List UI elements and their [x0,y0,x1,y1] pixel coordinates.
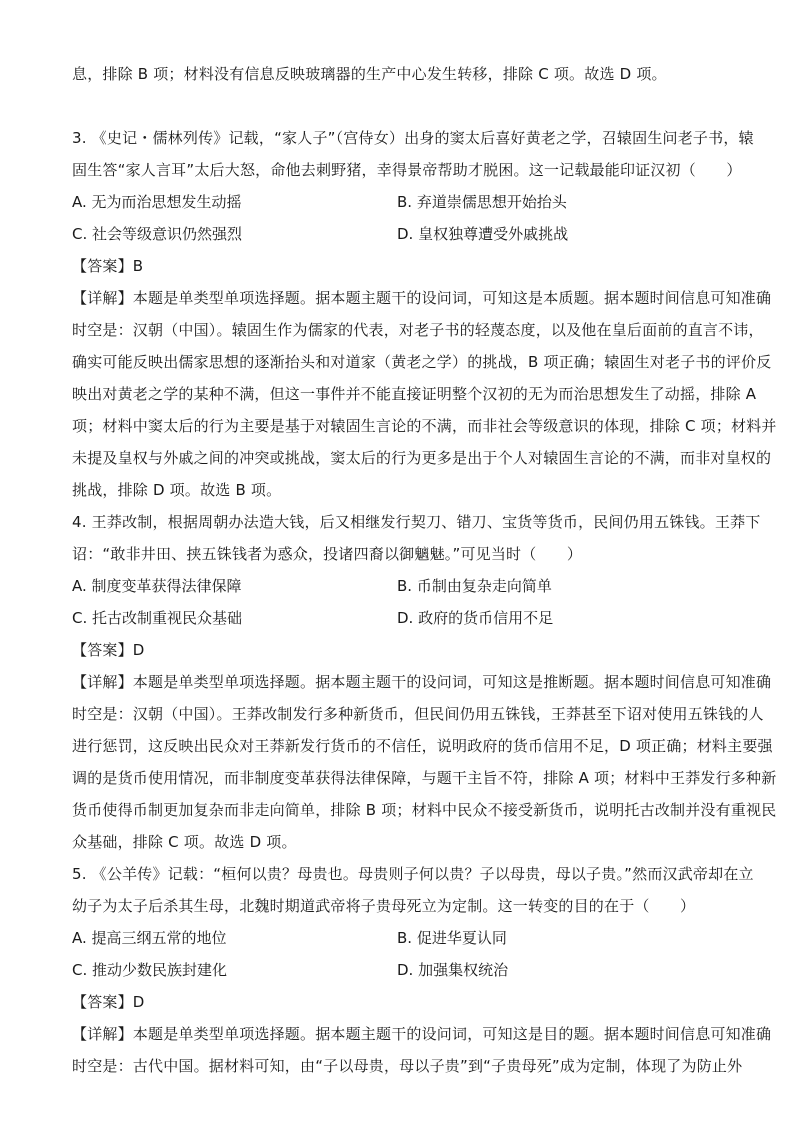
explanation-line: 未提及皇权与外戚之间的冲突或挑战，窦太后的行为更多是出于个人对辕固生言论的不满，而非对皇权的 [72,449,772,467]
answer-label: 【答案】D [72,641,145,659]
explanation-line: 时空是：古代中国。据材料可知，由“子以母贵，母以子贵”到“子贵母死”成为定制，体现了为防止外 [72,1057,743,1075]
question-3-stem: 固生答“家人言耳”太后大怒，命他去刺野猪，幸得景帝帮助才脱困。这一记载最能印证汉初（ ） [72,161,742,179]
explanation-line: 【详解】本题是单类型单项选择题。据本题主题干的设问词，可知这是目的题。据本题时间信息可知准确 [72,1025,772,1043]
explanation-line: 映出对黄老之学的某种不满，但这一事件并不能直接证明整个汉初的无为而治思想发生了动摇，排除 A [72,385,757,403]
option-d: D. 加强集权统治 [397,961,509,979]
option-a: A. 无为而治思想发生动摇 [72,193,242,211]
option-c: C. 推动少数民族封建化 [72,961,228,979]
explanation-line: 项；材料中窦太后的行为主要是基于对辕固生言论的不满，而非社会等级意识的体现，排除 C 项；材料并 [72,417,777,435]
explanation-line: 时空是：汉朝（中国）。辕固生作为儒家的代表，对老子书的轻蔑态度，以及他在皇后面前的直言不讳， [72,321,764,339]
answer-label: 【答案】D [72,993,145,1011]
explanation-line: 时空是：汉朝（中国）。王莽改制发行多种新货币，但民间仍用五铢钱，王莽甚至下诏对使用五铢钱的人 [72,705,764,723]
question-4-stem: 4. 王莽改制，根据周朝办法造大钱，后又相继发行契刀、错刀、宝货等货币，民间仍用五铢钱。王莽下 [72,513,761,531]
option-a: A. 提高三纲五常的地位 [72,929,227,947]
question-5-stem: 5. 《公羊传》记载：“桓何以贵？母贵也。母贵则子何以贵？子以母贵，母以子贵。”然而汉武帝却在立 [72,865,754,883]
option-b: B. 币制由复杂走向简单 [397,577,552,595]
question-3-stem: 3. 《史记・儒林列传》记载，“家人子”（宫侍女）出身的窦太后喜好黄老之学，召辕固生问老子书，辕 [72,129,754,147]
explanation-line: 【详解】本题是单类型单项选择题。据本题主题干的设问词，可知这是推断题。据本题时间信息可知准确 [72,673,772,691]
text-line: 息，排除 B 项；材料没有信息反映玻璃器的生产中心发生转移，排除 C 项。故选 D 项。 [72,65,667,83]
answer-label: 【答案】B [72,257,144,275]
explanation-line: 进行惩罚，这反映出民众对王莽新发行货币的不信任，说明政府的货币信用不足，D 项正确；材料主要强 [72,737,773,755]
option-c: C. 托古改制重视民众基础 [72,609,243,627]
explanation-line: 【详解】本题是单类型单项选择题。据本题主题干的设问词，可知这是本质题。据本题时间信息可知准确 [72,289,772,307]
option-a: A. 制度变革获得法律保障 [72,577,242,595]
explanation-line: 确实可能反映出儒家思想的逐渐抬头和对道家（黄老之学）的挑战，B 项正确；辕固生对老子书的评价反 [72,353,772,371]
option-b: B. 弃道崇儒思想开始抬头 [397,193,567,211]
explanation-line: 挑战，排除 D 项。故选 B 项。 [72,481,282,499]
option-c: C. 社会等级意识仍然强烈 [72,225,243,243]
question-4-stem: 诏：“敢非井田、挟五铢钱者为惑众，投诸四裔以御魑魅。”可见当时（ ） [72,545,583,563]
option-d: D. 政府的货币信用不足 [397,609,554,627]
option-d: D. 皇权独尊遭受外戚挑战 [397,225,569,243]
explanation-line: 调的是货币使用情况，而非制度变革获得法律保障，与题干主旨不符，排除 A 项；材料中王莽发行多种新 [72,769,777,787]
question-5-stem: 幼子为太子后杀其生母，北魏时期道武帝将子贵母死立为定制。这一转变的目的在于（ ） [72,897,696,915]
option-b: B. 促进华夏认同 [397,929,507,947]
explanation-line: 众基础，排除 C 项。故选 D 项。 [72,833,297,851]
explanation-line: 货币使得币制更加复杂而非走向简单，排除 B 项；材料中民众不接受新货币，说明托古改制并没有重视民 [72,801,777,819]
